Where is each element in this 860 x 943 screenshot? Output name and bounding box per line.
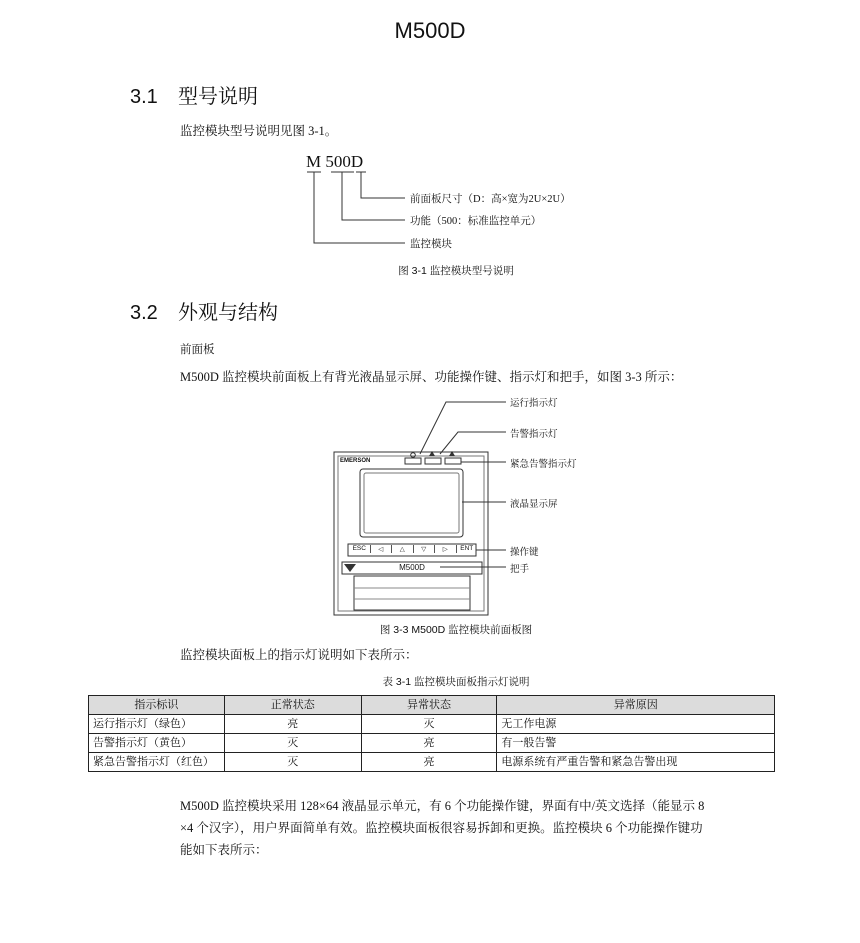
down-button[interactable]: ▽ <box>414 545 436 553</box>
label-urgent-indicator: 紧急告警指示灯 <box>510 460 577 470</box>
front-panel-drawing <box>330 392 620 617</box>
front-panel-figure <box>330 392 620 617</box>
subheading-front-panel: 前面板 <box>180 344 215 356</box>
table-cell: 有一般告警 <box>497 734 775 753</box>
label-function: 功能（500：标准监控单元） <box>410 216 542 227</box>
button-strip <box>349 545 477 553</box>
table-cell: 告警指示灯（黄色） <box>89 734 225 753</box>
table-row <box>89 715 775 734</box>
figure-caption-3-1: 图 3-1 监控模块型号说明 <box>398 265 514 277</box>
table-header-cell: 异常原因 <box>497 696 775 715</box>
indicator-table <box>88 695 775 772</box>
table-header-row <box>89 696 775 715</box>
paragraph-line: 能如下表所示： <box>180 843 268 857</box>
model-diagram <box>300 150 620 260</box>
label-alarm-indicator: 告警指示灯 <box>510 430 558 440</box>
table-header-cell: 指示标识 <box>89 696 225 715</box>
table-cell: 紧急告警指示灯（红色） <box>89 753 225 772</box>
table-cell: 亮 <box>361 753 497 772</box>
model-suffix: D <box>350 152 364 171</box>
section-title: 型号说明 <box>178 86 258 108</box>
paragraph-line: M500D 监控模块采用 128×64 液晶显示单元，有 6 个功能操作键，界面有中/英文选择（能显示 8 <box>180 799 705 813</box>
section-heading-3-2 <box>130 296 278 325</box>
section-intro: 监控模块型号说明见图 3-1。 <box>180 124 338 138</box>
model-middle: 500 <box>325 152 351 171</box>
label-handle: 把手 <box>510 565 530 575</box>
table-cell: 亮 <box>361 734 497 753</box>
table-header-cell: 正常状态 <box>224 696 361 715</box>
left-button[interactable]: ◁ <box>371 545 393 553</box>
label-module: 监控模块 <box>410 239 452 250</box>
table-row <box>89 753 775 772</box>
table-cell: 灭 <box>361 715 497 734</box>
section-number: 3.1 <box>130 86 158 108</box>
label-keys: 操作键 <box>510 548 539 558</box>
table-cell: 亮 <box>224 715 361 734</box>
section-number: 3.2 <box>130 302 158 324</box>
table-cell: 灭 <box>224 753 361 772</box>
brand-logo: EMERSON <box>340 458 371 464</box>
section-title: 外观与结构 <box>178 302 278 324</box>
front-panel-paragraph: M500D 监控模块前面板上有背光液晶显示屏、功能操作键、指示灯和把手，如图 3-3 所示： <box>180 370 683 384</box>
esc-button[interactable]: ESC <box>349 545 371 553</box>
table-cell: 灭 <box>224 734 361 753</box>
table-cell: 电源系统有严重告警和紧急告警出现 <box>497 753 775 772</box>
table-cell: 运行指示灯（绿色） <box>89 715 225 734</box>
ent-button[interactable]: ENT <box>460 545 474 552</box>
section-heading-3-1 <box>130 80 258 109</box>
table-caption: 表 3-1 监控模块面板指示灯说明 <box>382 676 530 688</box>
label-panel-size: 前面板尺寸（D：高×宽为2U×2U） <box>410 194 571 205</box>
final-paragraph <box>180 795 780 861</box>
paragraph-line: ×4 个汉字），用户界面简单有效。监控模块面板很容易拆卸和更换。监控模块 6 个功能操作键功 <box>180 821 703 835</box>
document-title: M500D <box>394 18 466 43</box>
model-prefix: M <box>306 152 322 171</box>
up-button[interactable]: △ <box>392 545 414 553</box>
figure-caption-3-3: 图 3-3 M500D 监控模块前面板图 <box>379 624 533 636</box>
label-lcd: 液晶显示屏 <box>510 500 558 510</box>
table-intro: 监控模块面板上的指示灯说明如下表所示： <box>180 648 418 662</box>
table-header-cell: 异常状态 <box>361 696 497 715</box>
table-cell: 无工作电源 <box>497 715 775 734</box>
label-run-indicator: 运行指示灯 <box>510 399 558 409</box>
right-button[interactable]: ▷ <box>435 545 457 553</box>
table-row <box>89 734 775 753</box>
handle-label: M500D <box>399 563 425 572</box>
